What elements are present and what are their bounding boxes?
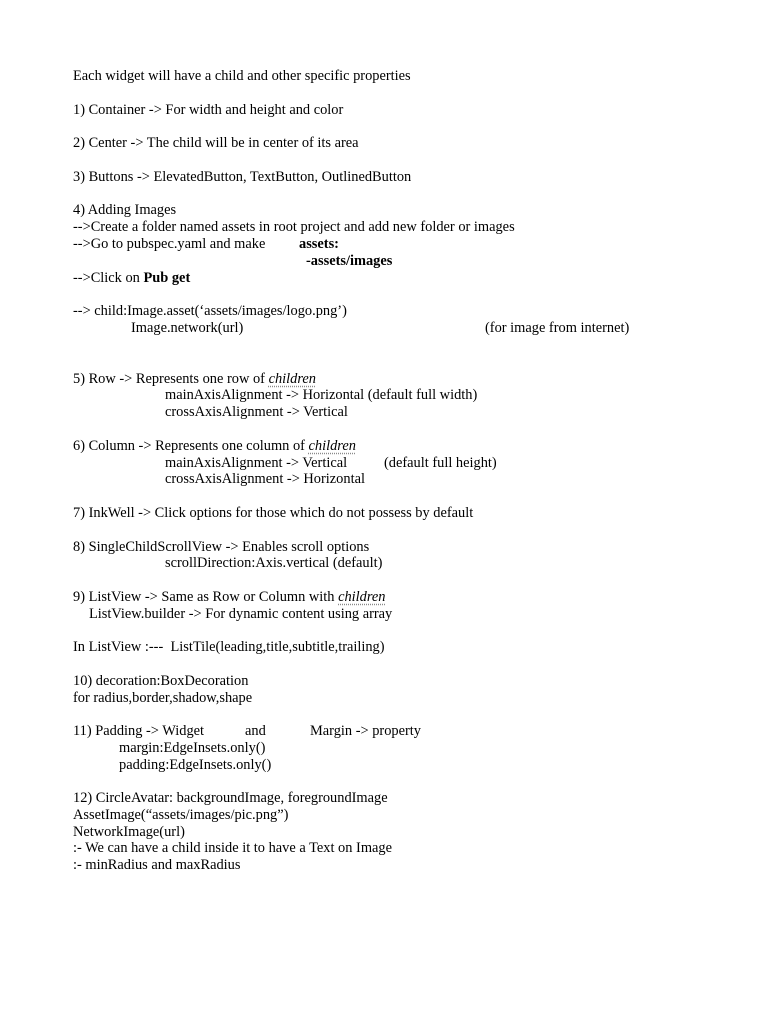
section-3-buttons: 3) Buttons -> ElevatedButton, TextButton, OutlinedButton xyxy=(73,169,412,185)
section-12-line-3: :- We can have a child inside it to have a Text on Image xyxy=(73,840,392,856)
section-4-assets-key: assets: xyxy=(299,236,339,252)
section-12-line-1: AssetImage(“assets/images/pic.png”) xyxy=(73,807,289,823)
section-1-container: 1) Container -> For width and height and color xyxy=(73,102,344,118)
section-5-line-2: crossAxisAlignment -> Vertical xyxy=(165,404,348,420)
section-9-heading xyxy=(73,589,386,606)
section-6-heading xyxy=(73,438,356,455)
section-4-line-2: -->Go to pubspec.yaml and make xyxy=(73,236,266,252)
section-6-line-2: crossAxisAlignment -> Horizontal xyxy=(165,471,365,487)
section-10-line-1: for radius,border,shadow,shape xyxy=(73,690,253,706)
section-4-line-4 xyxy=(73,270,190,287)
section-6-line-1: mainAxisAlignment -> Vertical xyxy=(165,455,348,471)
section-9-children-word: children xyxy=(338,589,386,605)
section-4-heading: 4) Adding Images xyxy=(73,202,177,218)
section-6-line-1-note: (default full height) xyxy=(384,455,497,471)
section-9-line-1: ListView.builder -> For dynamic content using array xyxy=(89,606,393,622)
section-4-assets-path: -assets/images xyxy=(306,253,393,269)
section-11-line-1: margin:EdgeInsets.only() xyxy=(119,740,266,756)
section-11-and: and xyxy=(245,723,266,739)
section-5-children-word: children xyxy=(268,371,316,387)
click-on-text: -->Click on xyxy=(73,270,144,286)
section-12-line-4: :- minRadius and maxRadius xyxy=(73,857,241,873)
code-image-network: Image.network(url) xyxy=(131,320,244,336)
code-image-asset: --> child:Image.asset(‘assets/images/logo.png’) xyxy=(73,303,347,319)
listview-listtile-line: In ListView :--- ListTile(leading,title,subtitle,trailing) xyxy=(73,639,385,655)
section-5-line-1: mainAxisAlignment -> Horizontal (default full width) xyxy=(165,387,478,403)
section-10-heading: 10) decoration:BoxDecoration xyxy=(73,673,249,689)
section-8-heading: 8) SingleChildScrollView -> Enables scroll options xyxy=(73,539,370,555)
section-11-heading: 11) Padding -> Widget xyxy=(73,723,205,739)
section-11-line-2: padding:EdgeInsets.only() xyxy=(119,757,272,773)
section-7-inkwell: 7) InkWell -> Click options for those which do not possess by default xyxy=(73,505,474,521)
section-4-line-1: -->Create a folder named assets in root project and add new folder or images xyxy=(73,219,515,235)
section-8-line-1: scrollDirection:Axis.vertical (default) xyxy=(165,555,383,571)
section-5-heading xyxy=(73,371,316,388)
section-2-center: 2) Center -> The child will be in center of its area xyxy=(73,135,359,151)
section-9-heading-text: 9) ListView -> Same as Row or Column with xyxy=(73,589,339,605)
pub-get-text: Pub get xyxy=(143,270,191,286)
section-12-heading: 12) CircleAvatar: backgroundImage, foregroundImage xyxy=(73,790,388,806)
intro-line: Each widget will have a child and other specific properties xyxy=(73,68,411,84)
section-5-heading-text: 5) Row -> Represents one row of xyxy=(73,371,269,387)
section-6-children-word: children xyxy=(308,438,356,454)
section-6-heading-text: 6) Column -> Represents one column of xyxy=(73,438,309,454)
section-11-margin: Margin -> property xyxy=(310,723,421,739)
code-image-network-note: (for image from internet) xyxy=(485,320,630,336)
section-12-line-2: NetworkImage(url) xyxy=(73,824,185,840)
